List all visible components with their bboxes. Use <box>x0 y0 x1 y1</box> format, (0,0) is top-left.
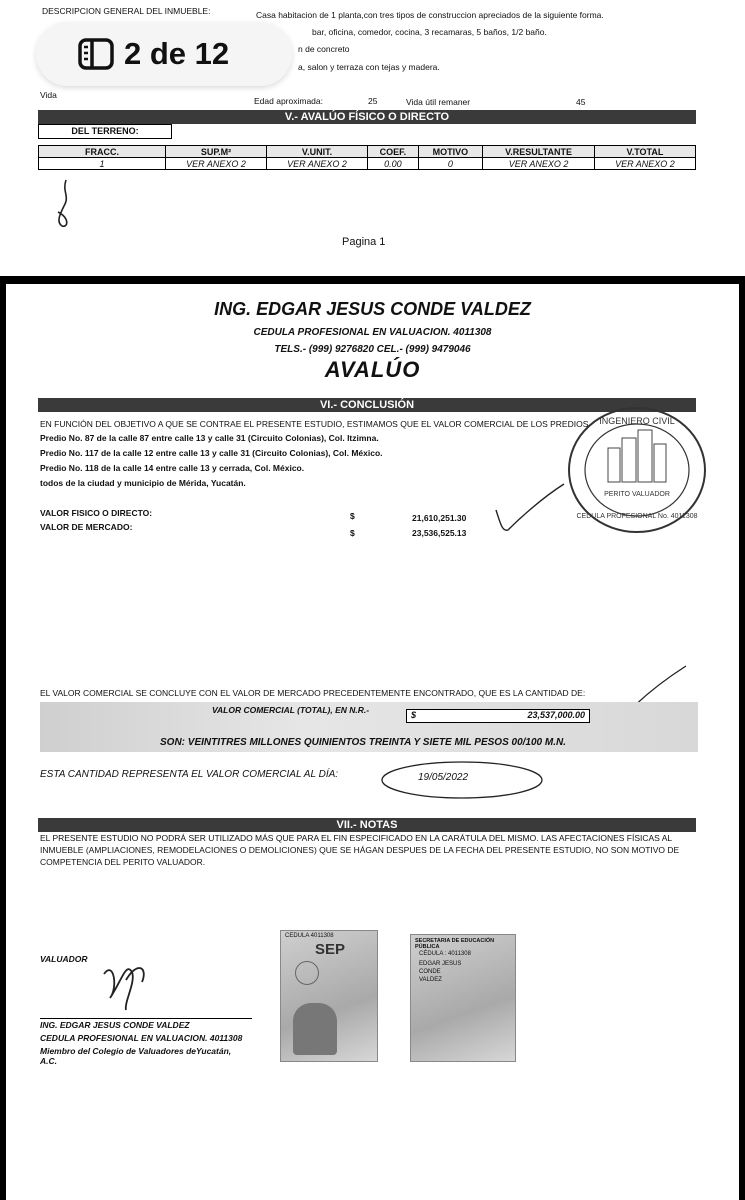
id-card2-line: EDGAR JESUS <box>419 961 462 967</box>
table-cell: VER ANEXO 2 <box>267 158 368 170</box>
terreno-table <box>38 145 696 170</box>
predio-line: Predio No. 118 de la calle 14 entre calle 13 y cerrada, Col. México. <box>40 463 305 473</box>
check-mark-icon <box>490 480 570 540</box>
vida-util-value: 45 <box>576 97 586 107</box>
table-header-cell: FRACC. <box>39 146 166 158</box>
svg-text:INGENIERO CIVIL: INGENIERO CIVIL <box>599 416 675 426</box>
page-separator <box>0 276 745 284</box>
table-header-cell: SUP.M² <box>166 146 267 158</box>
id-card1-logo: SEP <box>315 941 346 958</box>
section-title-avaluo-fisico: V.- AVALÚO FÍSICO O DIRECTO <box>38 110 696 124</box>
valor-mercado-value: 23,536,525.13 <box>412 528 467 538</box>
sidebar-toggle-icon[interactable] <box>78 38 114 70</box>
valor-total-currency: $ <box>411 710 417 720</box>
valuador-signature <box>96 950 156 1012</box>
document-title: AVALÚO <box>324 357 421 382</box>
sig-colegio: Miembro del Colegio de Valuadores deYucatán, A.C. <box>40 1046 232 1066</box>
desc-line: bar, oficina, comedor, cocina, 3 recamaras, 5 baños, 1/2 baño. <box>312 27 547 37</box>
table-row <box>39 158 696 170</box>
valor-total-value: 23,537,000.00 <box>527 710 585 720</box>
svg-text:PERITO VALUADOR: PERITO VALUADOR <box>604 491 670 498</box>
valor-fisico-label: VALOR FISICO O DIRECTO: <box>40 508 153 518</box>
table-cell: 1 <box>39 158 166 170</box>
emblem-icon <box>295 961 319 985</box>
predio-line: Predio No. 117 de la calle 12 entre calle 13 y calle 31 (Circuito Colonias), Col. México. <box>40 448 383 458</box>
predio-line: Predio No. 87 de la calle 87 entre calle 13 y calle 31 (Circuito Colonias), Col. Itzimna. <box>40 433 379 443</box>
valor-total-box <box>406 709 590 723</box>
desc-line: a, salon y terraza con tejas y madera. <box>298 62 440 72</box>
vida-label: Vida <box>40 90 57 100</box>
id-card1-text: CEDULA 4011308 <box>285 933 334 939</box>
table-cell: VER ANEXO 2 <box>594 158 695 170</box>
son-text: SON: VEINTITRES MILLONES QUINIENTOS TREINTA Y SIETE MIL PESOS 00/100 M.N. <box>160 737 567 748</box>
table-header-cell: V.RESULTANTE <box>483 146 595 158</box>
table-header-cell: COEF. <box>368 146 419 158</box>
table-cell: 0 <box>418 158 482 170</box>
section-title-conclusion: VI.- CONCLUSIÓN <box>38 398 696 412</box>
desc-label: DESCRIPCION GENERAL DEL INMUEBLE: <box>42 6 211 16</box>
valuador-label: VALUADOR <box>40 954 88 964</box>
page-number: Pagina 1 <box>342 236 386 248</box>
edad-value: 25 <box>368 96 378 106</box>
valor-fisico-currency: $ <box>350 511 355 521</box>
perito-seal-stamp <box>562 400 712 540</box>
table-cell: VER ANEXO 2 <box>166 158 267 170</box>
edad-label: Edad aproximada: <box>254 96 323 106</box>
concluye-text: EL VALOR COMERCIAL SE CONCLUYE CON EL VALOR DE MERCADO PRECEDENTEMENTE ENCONTRADO, QUE ES LA CANTIDAD DE: <box>40 688 586 698</box>
predio-line: todos de la ciudad y municipio de Mérida, Yucatán. <box>40 478 246 488</box>
desc-line: n de concreto <box>298 44 350 54</box>
conclusion-intro: EN FUNCIÓN DEL OBJETIVO A QUE SE CONTRAE EL PRESENTE ESTUDIO, ESTIMAMOS QUE EL VALOR COMERCIAL DE LOS PREDIOS <box>40 419 589 429</box>
phones-header: TELS.- (999) 9276820 CEL.- (999) 9479046 <box>274 344 471 355</box>
id-card2-line: VALDEZ <box>419 977 442 983</box>
id-card-front <box>280 930 378 1062</box>
table-header-cell: MOTIVO <box>418 146 482 158</box>
section-title-notas: VII.- NOTAS <box>38 818 696 832</box>
table-header-row <box>39 146 696 158</box>
portrait-photo <box>293 1003 337 1055</box>
page-indicator-label: 2 de 12 <box>124 36 230 71</box>
id-card2-line: CÉDULA : 4011308 <box>419 951 471 957</box>
notas-text: EL PRESENTE ESTUDIO NO PODRÁ SER UTILIZADO MÁS QUE PARA EL FIN ESPECIFICADO EN LA CARÁTULA DEL MISMO. LAS AFECTACIONES FÍSICAS AL INMUEBLE (AMPLIACIONES, REMODELACIONES O DEMOLICIONES) QUE SE HÁGAN DESPUES DE LA FECHA DEL PRESENTE ESTUDIO, NO SON MOTIVO DE COMPETENCIA DEL PERITO VALUADOR. <box>40 833 680 867</box>
terreno-label: DEL TERRENO: <box>38 124 172 139</box>
engineer-name-header: ING. EDGAR JESUS CONDE VALDEZ <box>214 299 531 319</box>
valor-fisico-value: 21,610,251.30 <box>412 513 467 523</box>
svg-text:CEDULA PROFESIONAL No. 4011308: CEDULA PROFESIONAL No. 4011308 <box>576 513 698 520</box>
id-card-back <box>410 934 516 1062</box>
table-cell: 0.00 <box>368 158 419 170</box>
valor-mercado-currency: $ <box>350 528 355 538</box>
valor-mercado-label: VALOR DE MERCADO: <box>40 522 133 532</box>
table-cell: VER ANEXO 2 <box>483 158 595 170</box>
table-header-cell: V.UNIT. <box>267 146 368 158</box>
desc-line: Casa habitacion de 1 planta,con tres tipos de construccion apreciados de la siguiente forma. <box>256 10 604 20</box>
signature-line <box>40 1018 252 1019</box>
fecha-label: ESTA CANTIDAD REPRESENTA EL VALOR COMERCIAL AL DÍA: <box>40 769 339 780</box>
sig-name: ING. EDGAR JESUS CONDE VALDEZ <box>40 1020 190 1030</box>
fecha-value: 19/05/2022 <box>418 772 469 783</box>
vida-util-label: Vida útil remaner <box>406 97 471 107</box>
valor-total-label: VALOR COMERCIAL (TOTAL), EN N.R.- <box>212 705 370 715</box>
sig-cedula: CEDULA PROFESIONAL EN VALUACION. 4011308 <box>40 1033 243 1043</box>
page-indicator <box>36 22 292 86</box>
id-card2-line: CONDE <box>419 969 441 975</box>
id-card2-header: SECRETARIA DE EDUCACIÓN PÚBLICA <box>415 938 495 950</box>
initials-signature <box>44 178 84 230</box>
cedula-header: CEDULA PROFESIONAL EN VALUACION. 4011308 <box>253 327 492 338</box>
table-header-cell: V.TOTAL <box>594 146 695 158</box>
